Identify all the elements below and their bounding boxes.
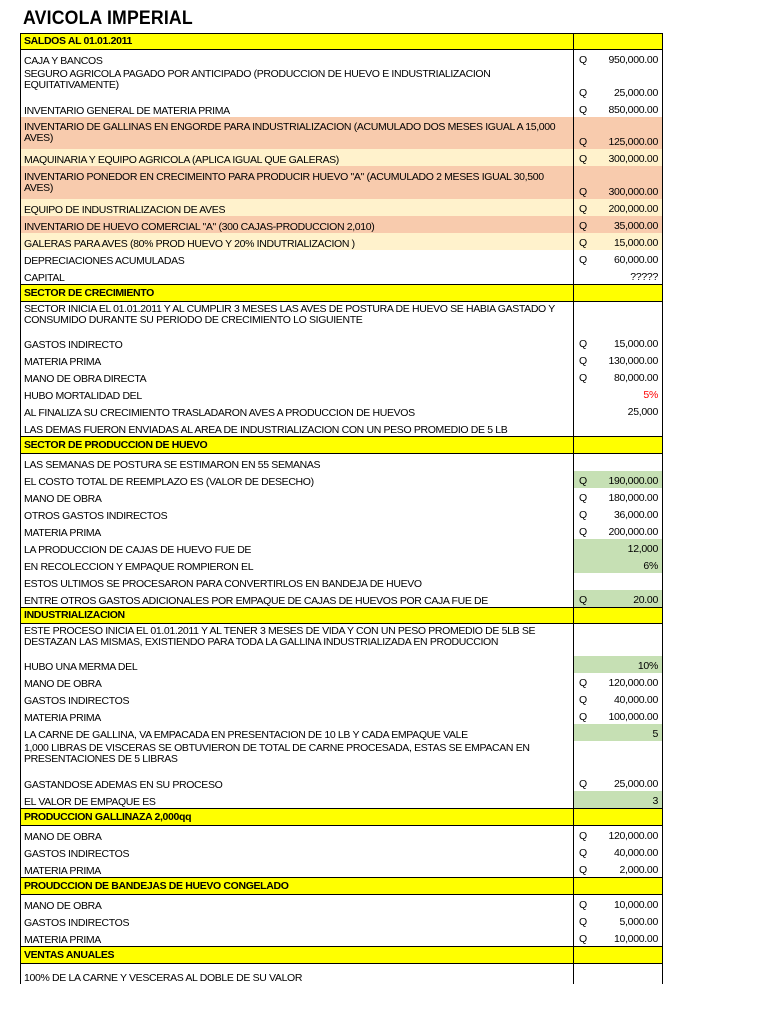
description-text: MATERIA PRIMA <box>24 527 101 539</box>
amount-value: 25,000 <box>627 406 658 418</box>
amount-cell[interactable] <box>573 774 663 791</box>
amount-value: 950,000.00 <box>608 54 658 66</box>
description-cell[interactable] <box>20 100 573 117</box>
amount-cell[interactable] <box>573 402 663 419</box>
amount-value: 40,000.00 <box>613 847 658 859</box>
description-text: LA PRODUCCION DE CAJAS DE HUEVO FUE DE <box>24 544 252 556</box>
amount-value: 850,000.00 <box>608 104 658 116</box>
description-cell[interactable] <box>20 656 573 673</box>
section-header-row <box>20 946 663 964</box>
currency-symbol: Q <box>579 153 587 165</box>
currency-symbol: Q <box>579 372 587 384</box>
description-text: SECTOR DE PRODUCCION DE HUEVO <box>24 438 208 451</box>
table-row <box>20 233 663 250</box>
description-cell[interactable] <box>20 33 573 50</box>
description-cell[interactable] <box>20 216 573 233</box>
amount-value: 300,000.00 <box>608 153 658 165</box>
amount-cell[interactable] <box>573 471 663 488</box>
amount-cell[interactable] <box>573 946 663 964</box>
description-cell[interactable] <box>20 877 573 895</box>
amount-cell[interactable] <box>573 267 663 284</box>
description-cell[interactable] <box>20 607 573 624</box>
table-row <box>20 334 663 351</box>
description-text: LAS DEMAS FUERON ENVIADAS AL AREA DE INDUSTRIALIZACION CON UN PESO PROMEDIO DE 5 LB <box>24 424 508 436</box>
currency-symbol: Q <box>579 186 587 198</box>
description-cell[interactable] <box>20 471 573 488</box>
description-cell[interactable] <box>20 117 573 149</box>
description-cell[interactable] <box>20 808 573 826</box>
currency-symbol: Q <box>579 677 587 689</box>
currency-symbol: Q <box>579 694 587 706</box>
amount-cell[interactable] <box>573 419 663 436</box>
description-cell[interactable] <box>20 826 573 843</box>
description-text: GALERAS PARA AVES (80% PROD HUEVO Y 20% INDUTRIALIZACION ) <box>24 238 355 250</box>
description-text: CAPITAL <box>24 272 65 284</box>
table-row <box>20 724 663 741</box>
description-cell[interactable] <box>20 724 573 741</box>
amount-value: 180,000.00 <box>608 492 658 504</box>
table-row <box>20 673 663 690</box>
amount-value: 25,000.00 <box>613 87 658 99</box>
amount-cell[interactable] <box>573 216 663 233</box>
description-text: MAQUINARIA Y EQUIPO AGRICOLA (APLICA IGUAL QUE GALERAS) <box>24 154 339 166</box>
description-cell[interactable] <box>20 302 573 334</box>
section-header-row <box>20 607 663 624</box>
description-cell[interactable] <box>20 402 573 419</box>
amount-cell[interactable] <box>573 912 663 929</box>
amount-value: 20.00 <box>633 594 658 606</box>
currency-symbol: Q <box>579 338 587 350</box>
table-row <box>20 522 663 539</box>
currency-symbol: Q <box>579 237 587 249</box>
table-row <box>20 964 663 984</box>
table-row <box>20 843 663 860</box>
table-row <box>20 385 663 402</box>
description-text: GASTOS INDIRECTOS <box>24 695 130 707</box>
amount-cell[interactable] <box>573 724 663 741</box>
table-row <box>20 656 663 673</box>
description-text: EQUIPO DE INDUSTRIALIZACION DE AVES <box>24 204 226 216</box>
amount-cell[interactable] <box>573 707 663 724</box>
description-cell[interactable] <box>20 505 573 522</box>
amount-cell[interactable] <box>573 877 663 895</box>
description-text: 1,000 LIBRAS DE VISCERAS SE OBTUVIERON DE TOTAL DE CARNE PROCESADA, ESTAS SE EMPACAN EN PRESENTACIONES DE 5 LIBRAS <box>24 742 530 765</box>
description-cell[interactable] <box>20 707 573 724</box>
currency-symbol: Q <box>579 203 587 215</box>
description-text: LA CARNE DE GALLINA, VA EMPACADA EN PRESENTACION DE 10 LB Y CADA EMPAQUE VALE <box>24 729 468 741</box>
description-text: GASTOS INDIRECTO <box>24 339 123 351</box>
description-cell[interactable] <box>20 385 573 402</box>
description-cell[interactable] <box>20 791 573 808</box>
amount-value: 100,000.00 <box>608 711 658 723</box>
description-cell[interactable] <box>20 946 573 964</box>
amount-value: 130,000.00 <box>608 355 658 367</box>
description-text: MANO DE OBRA <box>24 900 102 912</box>
description-text: INDUSTRIALIZACION <box>24 609 125 621</box>
table-row <box>20 573 663 590</box>
table-row <box>20 505 663 522</box>
amount-cell[interactable] <box>573 100 663 117</box>
currency-symbol: Q <box>579 899 587 911</box>
description-text: SECTOR INICIA EL 01.01.2011 Y AL CUMPLIR 3 MESES LAS AVES DE POSTURA DE HUEVO SE HABIA GASTADO Y CONSUMIDO DURANTE SU PERIODO DE CRECIMIENTO LO SIGUIENTE <box>24 303 555 326</box>
table-row <box>20 67 663 100</box>
currency-symbol: Q <box>579 492 587 504</box>
amount-cell[interactable] <box>573 791 663 808</box>
description-text: INVENTARIO DE HUEVO COMERCIAL "A" (300 CAJAS-PRODUCCION 2,010) <box>24 221 375 233</box>
table-row <box>20 774 663 791</box>
description-text: LAS SEMANAS DE POSTURA SE ESTIMARON EN 55 SEMANAS <box>24 459 321 471</box>
description-text: MANO DE OBRA <box>24 493 102 505</box>
amount-cell[interactable] <box>573 33 663 50</box>
description-cell[interactable] <box>20 539 573 556</box>
amount-cell[interactable] <box>573 334 663 351</box>
amount-cell[interactable] <box>573 741 663 774</box>
table-row <box>20 117 663 149</box>
amount-value: 6% <box>643 560 658 572</box>
amount-value: 36,000.00 <box>613 509 658 521</box>
amount-cell[interactable] <box>573 895 663 912</box>
description-cell[interactable] <box>20 741 573 774</box>
description-text: CAJA Y BANCOS <box>24 55 103 67</box>
description-cell[interactable] <box>20 912 573 929</box>
amount-cell[interactable] <box>573 385 663 402</box>
amount-cell[interactable] <box>573 607 663 624</box>
amount-cell[interactable] <box>573 624 663 656</box>
amount-cell[interactable] <box>573 488 663 505</box>
description-cell[interactable] <box>20 895 573 912</box>
document-title: AVICOLA IMPERIAL <box>23 8 193 29</box>
table-row <box>20 166 663 199</box>
table-row <box>20 590 663 607</box>
table-row <box>20 690 663 707</box>
description-cell[interactable] <box>20 690 573 707</box>
worksheet-table <box>20 33 663 984</box>
amount-value: 5% <box>643 389 658 401</box>
table-row <box>20 419 663 436</box>
currency-symbol: Q <box>579 711 587 723</box>
description-text: ENTRE OTROS GASTOS ADICIONALES POR EMPAQUE DE CAJAS DE HUEVOS POR CAJA FUE DE <box>24 595 488 607</box>
amount-cell[interactable] <box>573 284 663 302</box>
description-text: GASTOS INDIRECTOS <box>24 917 130 929</box>
description-text: INVENTARIO DE GALLINAS EN ENGORDE PARA INDUSTRIALIZACION (ACUMULADO DOS MESES IGUAL A 15,000 AVES) <box>24 121 556 144</box>
amount-value: 125,000.00 <box>608 136 658 148</box>
amount-value: 120,000.00 <box>608 830 658 842</box>
currency-symbol: Q <box>579 509 587 521</box>
amount-cell[interactable] <box>573 860 663 877</box>
table-row <box>20 741 663 774</box>
description-text: EL VALOR DE EMPAQUE ES <box>24 796 156 808</box>
description-text: MATERIA PRIMA <box>24 865 101 877</box>
description-text: 100% DE LA CARNE Y VESCERAS AL DOBLE DE SU VALOR <box>24 972 303 984</box>
section-header-row <box>20 877 663 895</box>
table-row <box>20 471 663 488</box>
currency-symbol: Q <box>579 254 587 266</box>
description-text: PRODUCCION GALLINAZA 2,000qq <box>24 810 192 823</box>
amount-cell[interactable] <box>573 67 663 100</box>
description-text: MATERIA PRIMA <box>24 356 101 368</box>
description-text: GASTOS INDIRECTOS <box>24 848 130 860</box>
currency-symbol: Q <box>579 594 587 606</box>
currency-symbol: Q <box>579 526 587 538</box>
amount-cell[interactable] <box>573 505 663 522</box>
description-text: OTROS GASTOS INDIRECTOS <box>24 510 168 522</box>
description-text: HUBO MORTALIDAD DEL <box>24 390 142 402</box>
table-row <box>20 302 663 334</box>
description-cell[interactable] <box>20 488 573 505</box>
description-cell[interactable] <box>20 166 573 199</box>
table-row <box>20 929 663 946</box>
description-text: DEPRECIACIONES ACUMULADAS <box>24 255 185 267</box>
description-cell[interactable] <box>20 522 573 539</box>
table-row <box>20 556 663 573</box>
description-text: MANO DE OBRA DIRECTA <box>24 373 147 385</box>
table-row <box>20 351 663 368</box>
amount-cell[interactable] <box>573 149 663 166</box>
amount-value: 5 <box>652 728 658 740</box>
table-row <box>20 199 663 216</box>
table-row <box>20 791 663 808</box>
amount-value: 3 <box>652 795 658 807</box>
description-cell[interactable] <box>20 199 573 216</box>
description-text: ESTOS ULTIMOS SE PROCESARON PARA CONVERTIRLOS EN BANDEJA DE HUEVO <box>24 578 422 590</box>
description-text: SALDOS AL 01.01.2011 <box>24 35 132 47</box>
amount-value: 12,000 <box>627 543 658 555</box>
table-row <box>20 50 663 67</box>
amount-cell[interactable] <box>573 539 663 556</box>
amount-cell[interactable] <box>573 808 663 826</box>
description-cell[interactable] <box>20 149 573 166</box>
amount-value: 35,000.00 <box>613 220 658 232</box>
description-text: SECTOR DE CRECIMIENTO <box>24 286 154 299</box>
amount-value: 5,000.00 <box>619 916 658 928</box>
amount-cell[interactable] <box>573 50 663 67</box>
description-cell[interactable] <box>20 860 573 877</box>
table-row <box>20 216 663 233</box>
amount-cell[interactable] <box>573 964 663 984</box>
amount-cell[interactable] <box>573 826 663 843</box>
amount-value: ????? <box>630 271 658 283</box>
description-text: INVENTARIO GENERAL DE MATERIA PRIMA <box>24 105 230 117</box>
table-row <box>20 402 663 419</box>
amount-value: 15,000.00 <box>613 237 658 249</box>
amount-value: 15,000.00 <box>613 338 658 350</box>
amount-value: 25,000.00 <box>613 778 658 790</box>
amount-value: 10% <box>637 660 658 672</box>
description-cell[interactable] <box>20 590 573 607</box>
section-header-row <box>20 284 663 302</box>
amount-value: 60,000.00 <box>613 254 658 266</box>
currency-symbol: Q <box>579 54 587 66</box>
table-row <box>20 860 663 877</box>
currency-symbol: Q <box>579 778 587 790</box>
description-text: ESTE PROCESO INICIA EL 01.01.2011 Y AL TENER 3 MESES DE VIDA Y CON UN PESO PROMEDIO DE 5LB SE DESTAZAN LAS MISMAS, EXISTIENDO PARA TODA LA GALLINA INDUSTRIALIZADA EN PRODUCCION <box>24 625 536 648</box>
table-row <box>20 250 663 267</box>
description-text: AL FINALIZA SU CRECIMIENTO TRASLADARON AVES A PRODUCCION DE HUEVOS <box>24 407 415 419</box>
description-cell[interactable] <box>20 284 573 302</box>
table-row <box>20 149 663 166</box>
description-cell[interactable] <box>20 351 573 368</box>
amount-cell[interactable] <box>573 351 663 368</box>
amount-cell[interactable] <box>573 573 663 590</box>
amount-cell[interactable] <box>573 233 663 250</box>
table-row <box>20 100 663 117</box>
currency-symbol: Q <box>579 136 587 148</box>
description-text: MATERIA PRIMA <box>24 934 101 946</box>
currency-symbol: Q <box>579 355 587 367</box>
description-text: MATERIA PRIMA <box>24 712 101 724</box>
section-header-row <box>20 436 663 454</box>
description-text: GASTANDOSE ADEMAS EN SU PROCESO <box>24 779 223 791</box>
description-cell[interactable] <box>20 334 573 351</box>
currency-symbol: Q <box>579 864 587 876</box>
description-cell[interactable] <box>20 774 573 791</box>
description-cell[interactable] <box>20 964 573 984</box>
currency-symbol: Q <box>579 847 587 859</box>
description-cell[interactable] <box>20 624 573 656</box>
amount-value: 200,000.00 <box>608 203 658 215</box>
description-cell[interactable] <box>20 267 573 284</box>
table-row <box>20 488 663 505</box>
amount-value: 10,000.00 <box>613 899 658 911</box>
currency-symbol: Q <box>579 916 587 928</box>
amount-value: 80,000.00 <box>613 372 658 384</box>
amount-cell[interactable] <box>573 368 663 385</box>
description-cell[interactable] <box>20 673 573 690</box>
amount-cell[interactable] <box>573 117 663 149</box>
description-cell[interactable] <box>20 67 573 100</box>
description-cell[interactable] <box>20 573 573 590</box>
description-cell[interactable] <box>20 419 573 436</box>
currency-symbol: Q <box>579 87 587 99</box>
currency-symbol: Q <box>579 220 587 232</box>
description-text: EL COSTO TOTAL DE REEMPLAZO ES (VALOR DE DESECHO) <box>24 476 314 488</box>
table-row <box>20 826 663 843</box>
currency-symbol: Q <box>579 104 587 116</box>
section-header-row <box>20 808 663 826</box>
table-row <box>20 624 663 656</box>
description-cell[interactable] <box>20 929 573 946</box>
amount-cell[interactable] <box>573 250 663 267</box>
description-text: SEGURO AGRICOLA PAGADO POR ANTICIPADO (PRODUCCION DE HUEVO E INDUSTRIALIZACION EQUITATIVAMENTE) <box>24 68 491 91</box>
table-row <box>20 454 663 471</box>
description-text: MANO DE OBRA <box>24 831 102 843</box>
amount-value: 10,000.00 <box>613 933 658 945</box>
description-cell[interactable] <box>20 556 573 573</box>
amount-cell[interactable] <box>573 590 663 607</box>
amount-value: 120,000.00 <box>608 677 658 689</box>
amount-cell[interactable] <box>573 843 663 860</box>
table-row <box>20 267 663 284</box>
amount-value: 300,000.00 <box>608 186 658 198</box>
amount-cell[interactable] <box>573 656 663 673</box>
amount-cell[interactable] <box>573 929 663 946</box>
amount-cell[interactable] <box>573 690 663 707</box>
amount-value: 200,000.00 <box>608 526 658 538</box>
section-header-row <box>20 33 663 50</box>
description-cell[interactable] <box>20 368 573 385</box>
amount-cell[interactable] <box>573 454 663 471</box>
amount-value: 2,000.00 <box>619 864 658 876</box>
description-cell[interactable] <box>20 454 573 471</box>
description-text: INVENTARIO PONEDOR EN CRECIMEINTO PARA PRODUCIR HUEVO "A" (ACUMULADO 2 MESES IGUAL 30,500 AVES) <box>24 170 544 194</box>
currency-symbol: Q <box>579 933 587 945</box>
amount-cell[interactable] <box>573 166 663 199</box>
amount-cell[interactable] <box>573 673 663 690</box>
table-row <box>20 912 663 929</box>
description-text: PROUDCCION DE BANDEJAS DE HUEVO CONGELADO <box>24 879 289 892</box>
currency-symbol: Q <box>579 830 587 842</box>
description-text: HUBO UNA MERMA DEL <box>24 661 138 673</box>
table-row <box>20 707 663 724</box>
amount-cell[interactable] <box>573 522 663 539</box>
description-text: VENTAS ANUALES <box>24 948 115 961</box>
description-cell[interactable] <box>20 50 573 67</box>
table-row <box>20 895 663 912</box>
description-text: MANO DE OBRA <box>24 678 102 690</box>
table-row <box>20 539 663 556</box>
description-cell[interactable] <box>20 233 573 250</box>
description-cell[interactable] <box>20 436 573 454</box>
amount-value: 190,000.00 <box>608 475 658 487</box>
amount-cell[interactable] <box>573 556 663 573</box>
currency-symbol: Q <box>579 475 587 487</box>
amount-value: 40,000.00 <box>613 694 658 706</box>
table-row <box>20 368 663 385</box>
amount-cell[interactable] <box>573 199 663 216</box>
amount-cell[interactable] <box>573 436 663 454</box>
amount-cell[interactable] <box>573 302 663 334</box>
description-text: EN RECOLECCION Y EMPAQUE ROMPIERON EL <box>24 561 254 573</box>
description-cell[interactable] <box>20 250 573 267</box>
description-cell[interactable] <box>20 843 573 860</box>
